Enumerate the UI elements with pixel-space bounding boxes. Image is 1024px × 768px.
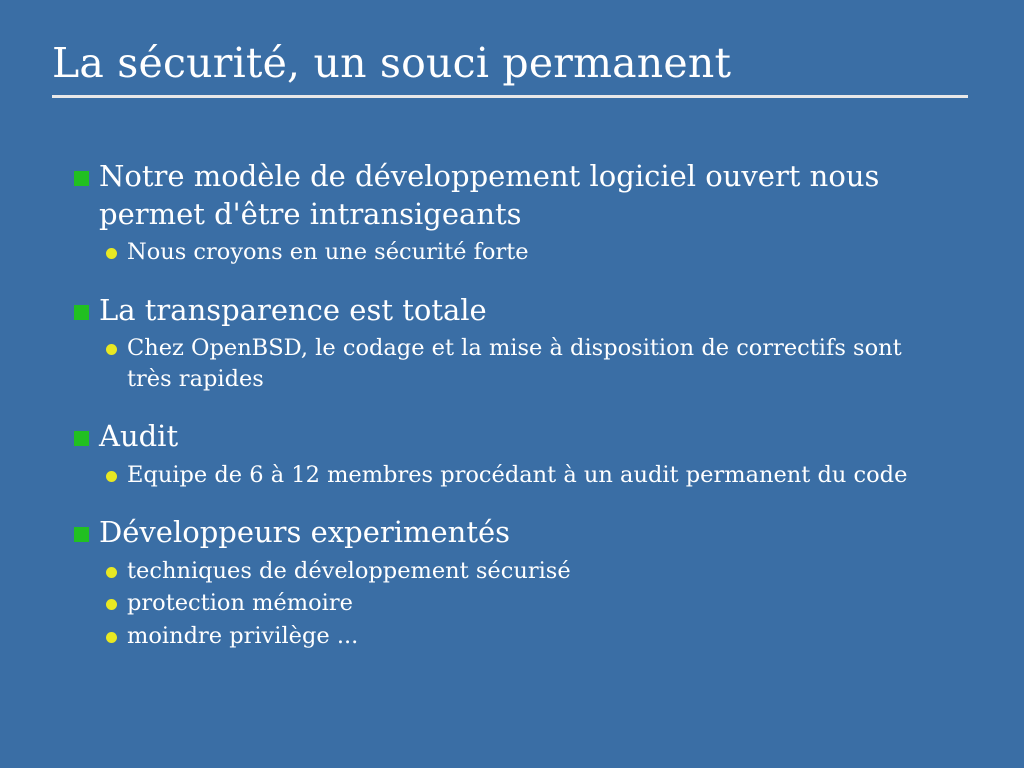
bullet-level1 bbox=[74, 158, 974, 233]
bullet-level2 bbox=[106, 460, 974, 490]
bullet-group-1 bbox=[74, 158, 974, 268]
bullet-level1-text: Développeurs experimentés bbox=[99, 515, 511, 550]
square-bullet-icon bbox=[74, 171, 89, 186]
bullet-level2-text: Nous croyons en une sécurité forte bbox=[127, 239, 529, 266]
sub-bullet-list bbox=[74, 556, 974, 651]
bullet-level2-text: moindre privilège ... bbox=[127, 622, 359, 649]
bullet-level2-text: Equipe de 6 à 12 membres procédant à un audit permanent du code bbox=[127, 461, 908, 488]
bullet-level1 bbox=[74, 418, 974, 456]
bullet-level2-text: Chez OpenBSD, le codage et la mise à disposition de correctifs sont très rapides bbox=[127, 335, 902, 392]
square-bullet-icon bbox=[74, 527, 89, 542]
title-divider bbox=[52, 95, 968, 98]
bullet-group-2 bbox=[74, 292, 974, 394]
page-title: La sécurité, un souci permanent bbox=[52, 39, 732, 87]
slide-content bbox=[74, 158, 974, 653]
bullet-level2 bbox=[106, 237, 974, 267]
dot-bullet-icon bbox=[106, 632, 117, 643]
bullet-group-3 bbox=[74, 418, 974, 490]
bullet-level2-text: protection mémoire bbox=[127, 590, 353, 617]
bullet-level2 bbox=[106, 556, 974, 586]
bullet-level2 bbox=[106, 588, 974, 618]
bullet-group-4 bbox=[74, 514, 974, 651]
bullet-level1 bbox=[74, 514, 974, 552]
bullet-level1-text: Notre modèle de développement logiciel ouvert nous permet d'être intransigeants bbox=[99, 159, 880, 231]
sub-bullet-list bbox=[74, 333, 974, 394]
sub-bullet-list bbox=[74, 460, 974, 490]
bullet-level2 bbox=[106, 333, 974, 394]
dot-bullet-icon bbox=[106, 471, 117, 482]
square-bullet-icon bbox=[74, 431, 89, 446]
bullet-level1 bbox=[74, 292, 974, 330]
bullet-level2 bbox=[106, 621, 974, 651]
dot-bullet-icon bbox=[106, 248, 117, 259]
dot-bullet-icon bbox=[106, 567, 117, 578]
dot-bullet-icon bbox=[106, 344, 117, 355]
sub-bullet-list bbox=[74, 237, 974, 267]
dot-bullet-icon bbox=[106, 599, 117, 610]
slide-title-block bbox=[52, 40, 968, 98]
bullet-level2-text: techniques de développement sécurisé bbox=[127, 557, 571, 584]
bullet-level1-text: La transparence est totale bbox=[99, 292, 487, 327]
square-bullet-icon bbox=[74, 305, 89, 320]
bullet-level1-text: Audit bbox=[99, 419, 179, 454]
